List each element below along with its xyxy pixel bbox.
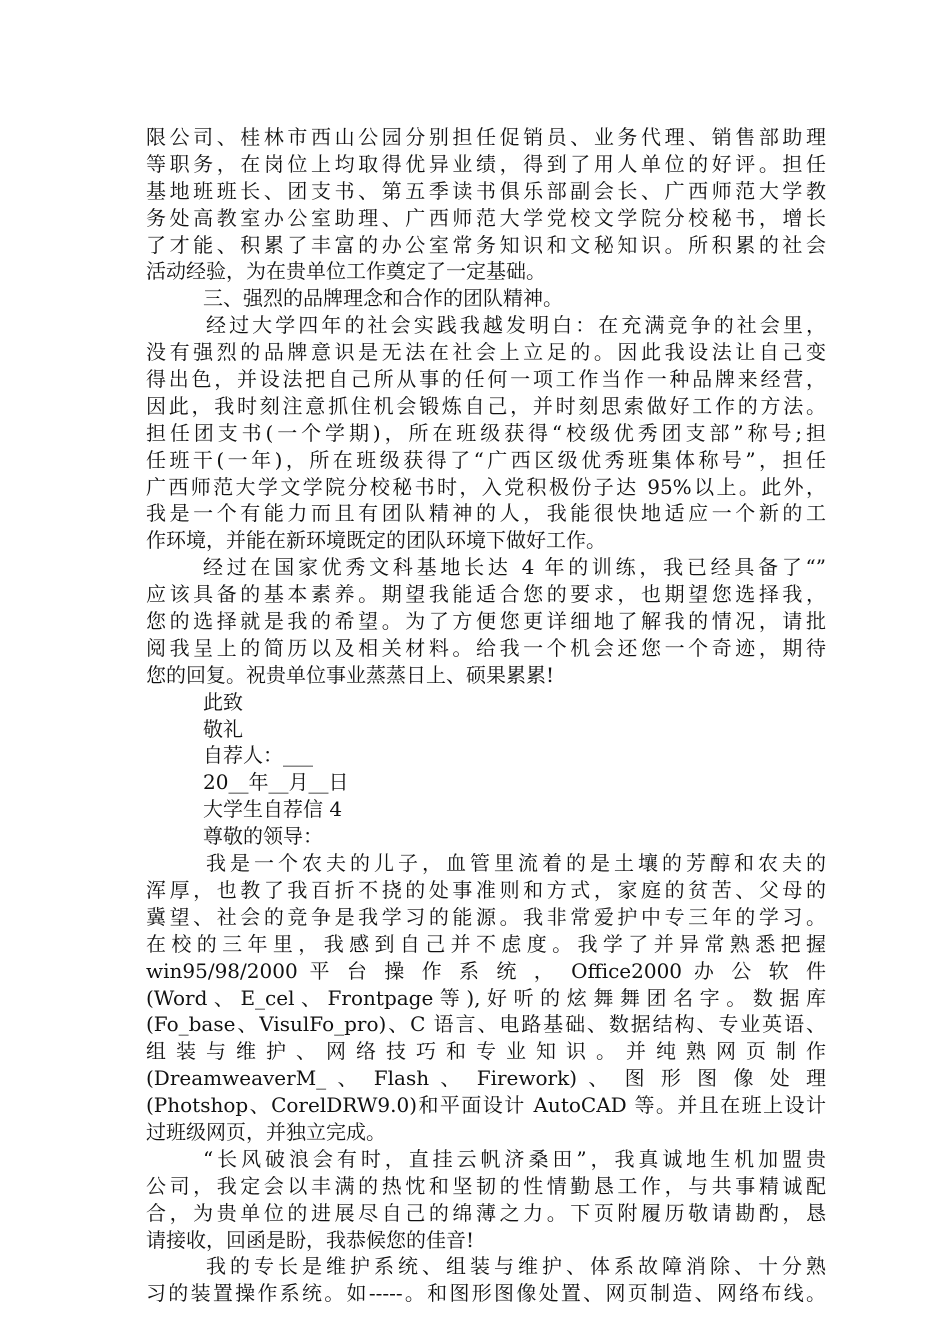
text-line: “长风破浪会有时，直挂云帆济桑田”，我真诚地生机加盟贵 <box>203 1146 826 1171</box>
text-line: 广西师范大学文学院分校秘书时，入党积极份子达 95%以上。此外， <box>146 474 826 499</box>
text-line: 公司，我定会以丰满的热忱和坚韧的性情勤恳工作，与共事精诚配 <box>146 1173 826 1198</box>
text-line: 尊敬的领导： <box>203 824 323 849</box>
section-heading-brand <box>146 285 826 312</box>
text-line: 您的选择就是我的希望。为了方便您更详细地了解我的情况，请批 <box>146 609 826 634</box>
paragraph-brand-awareness <box>146 312 826 554</box>
text-line: 组 装 与 维 护 、 网 络 技 巧 和 专 业 知 识 。 并 纯 熟 网 页 制 作 <box>146 1039 826 1064</box>
text-line: 浑厚，也教了我百折不挠的处事准则和方式，家庭的贫苦、父母的 <box>146 877 826 902</box>
document-page <box>146 124 826 1307</box>
paragraph-join-company <box>146 1146 826 1254</box>
text-line: (Fo_base、VisulFo_pro)、C 语言、电路基础、数据结构、专业英语、 <box>146 1012 826 1037</box>
text-line: 我是一个有能力而且有团队精神的人，我能很快地适应一个新的工 <box>146 501 826 526</box>
paragraph-farmer-son <box>146 850 826 1146</box>
text-line: 我是一个农夫的儿子，血管里流着的是土壤的芳醇和农夫的 <box>206 851 826 876</box>
text-line: (DreamweaverM_ 、 Flash 、 Firework) 、 图 形 图 像 处 理 <box>146 1066 826 1091</box>
text-line: 作环境，并能在新环境既定的团队环境下做好工作。 <box>146 528 606 553</box>
text-line: 了才能、积累了丰富的办公室常务知识和文秘知识。所积累的社会 <box>146 232 826 257</box>
paragraph-specialty <box>146 1253 826 1307</box>
text-line: 三、强烈的品牌理念和合作的团队精神。 <box>203 286 563 311</box>
text-line: 过班级网页，并独立完成。 <box>146 1119 386 1144</box>
text-line: 等职务，在岗位上均取得优异业绩，得到了用人单位的好评。担任 <box>146 151 826 176</box>
text-line: 我的专长是维护系统、组装与维护、体系故障消除、十分熟 <box>206 1254 826 1279</box>
text-line: 大学生自荐信 4 <box>203 797 343 822</box>
text-line: 因此，我时刻注意抓住机会锻炼自己，并时刻思索做好工作的方法。 <box>146 393 826 418</box>
text-line: win95/98/2000 平 台 操 作 系 统 ， Office2000 办 公 软 件 <box>146 958 826 983</box>
text-line: 应该具备的基本素养。期望我能适合您的要求，也期望您选择我， <box>146 582 826 607</box>
text-line: 自荐人：___ <box>203 743 313 768</box>
text-line: 基地班班长、团支书、第五季读书俱乐部副会长、广西师范大学教 <box>146 178 826 203</box>
letter-4-heading <box>146 796 826 850</box>
closing-salutation <box>146 689 826 797</box>
paragraph-work-experience <box>146 124 826 285</box>
text-line: 合，为贵单位的进展尽自己的绵薄之力。下页附履历敬请勘酌，恳 <box>146 1200 826 1225</box>
text-line: 在校的三年里，我感到自己并不虑度。我学了并异常熟悉把握 <box>146 931 826 956</box>
text-line: 没有强烈的品牌意识是无法在社会上立足的。因此我设法让自己变 <box>146 340 826 365</box>
text-line: 限公司、桂林市西山公园分别担任促销员、业务代理、销售部助理 <box>146 125 826 149</box>
text-line: 敬礼 <box>203 716 243 741</box>
text-line: 任班干(一年)，所在班级获得了“广西区级优秀班集体称号”，担任 <box>146 447 826 472</box>
text-line: 活动经验，为在贵单位工作奠定了一定基础。 <box>146 259 546 284</box>
text-line: (Word 、 E_cel 、 Frontpage 等 ), 好 听 的 炫 舞 舞 团 名 字 。 数 据 库 <box>146 985 826 1010</box>
paragraph-conclusion <box>146 554 826 688</box>
text-line: 务处高教室办公室助理、广西师范大学党校文学院分校秘书，增长 <box>146 205 826 230</box>
text-line: 20__年__月__日 <box>203 770 349 795</box>
text-line: 请接收，回函是盼，我恭候您的佳音! <box>146 1227 475 1252</box>
text-line: 此致 <box>203 689 243 714</box>
text-line: 担任团支书(一个学期)，所在班级获得“校级优秀团支部”称号;担 <box>146 420 826 445</box>
text-line: (Photshop、CorelDRW9.0)和平面设计 AutoCAD 等。并且在班上设计 <box>146 1093 826 1118</box>
text-line: 您的回复。祝贵单位事业蒸蒸日上、硕果累累! <box>146 662 555 687</box>
text-line: 阅我呈上的简历以及相关材料。给我一个机会还您一个奇迹，期待 <box>146 635 826 660</box>
text-line: 经过在国家优秀文科基地长达 4 年的训练，我已经具备了“” <box>203 555 826 580</box>
text-line: 冀望、社会的竞争是我学习的能源。我非常爱护中专三年的学习。 <box>146 904 826 929</box>
text-line: 经过大学四年的社会实践我越发明白：在充满竞争的社会里， <box>206 313 826 338</box>
text-line: 得出色，并设法把自己所从事的任何一项工作当作一种品牌来经营， <box>146 367 826 392</box>
text-line: 习的装置操作系统。如-----。和图形图像处置、网页制造、网络布线。 <box>146 1281 826 1306</box>
